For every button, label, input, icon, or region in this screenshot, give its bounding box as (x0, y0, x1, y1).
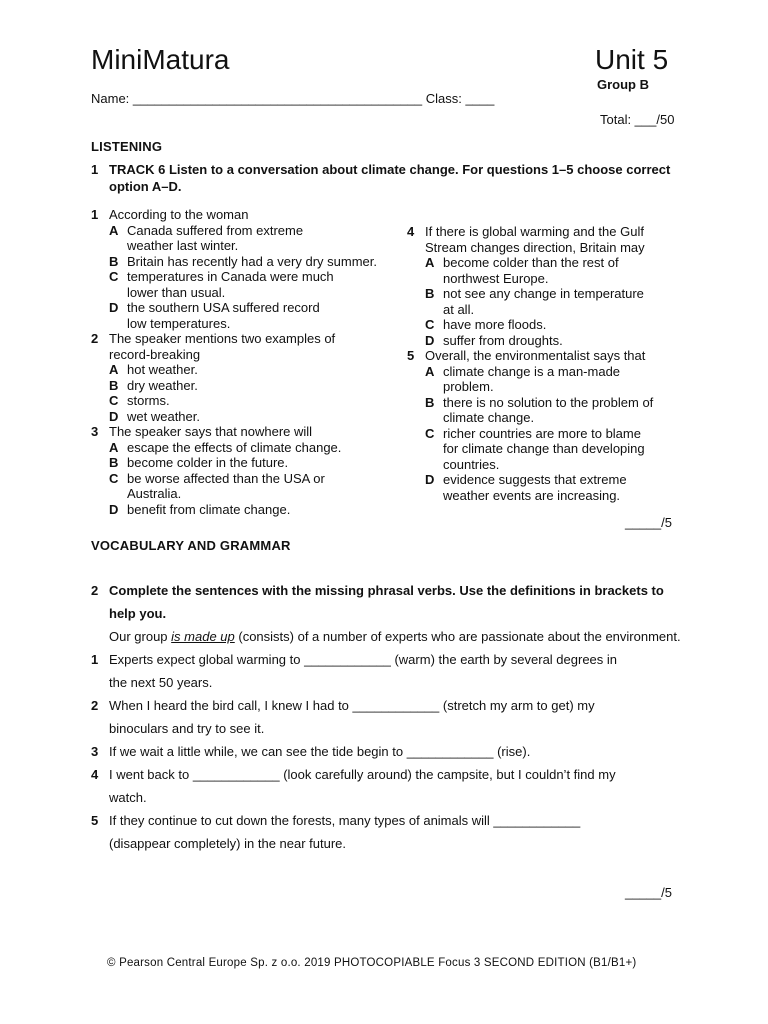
listening-questions-right (407, 224, 653, 503)
vocab-item-1 (91, 648, 681, 694)
option-c (407, 317, 653, 333)
example-answer: is made up (171, 629, 235, 644)
option-letter: D (109, 501, 119, 517)
option-c (91, 269, 377, 300)
option-letter: B (109, 253, 119, 269)
vocabulary-items (91, 648, 681, 855)
unit-title: Unit 5 (595, 44, 669, 75)
vocab-item-4 (91, 763, 681, 809)
option-d (407, 472, 653, 503)
option-d (91, 300, 377, 331)
question-text: According to the woman (109, 207, 249, 222)
option-letter: B (425, 286, 435, 301)
item-text: I went back to ____________ (look carefully around) the campsite, but I couldn’t find my watch. (109, 767, 616, 805)
question-text: Overall, the environmentalist says that (425, 348, 646, 363)
vocabulary-score: _____/5 (625, 885, 672, 900)
item-number: 3 (91, 744, 99, 759)
option-text: storms. (127, 393, 170, 408)
option-letter: D (109, 300, 119, 315)
item-number: 5 (91, 813, 99, 828)
item-text: If they continue to cut down the forests, many types of animals will ____________ (disappear completely) in the near future. (109, 813, 581, 851)
vocab-item-3 (91, 740, 681, 763)
option-b (407, 395, 653, 426)
option-letter: B (109, 455, 119, 470)
option-letter: B (109, 377, 119, 393)
option-letter: C (109, 269, 119, 284)
instruction-text: TRACK 6 Listen to a conversation about climate change. For questions 1–5 choose correct option A–D. (109, 162, 671, 194)
question-3 (91, 424, 377, 517)
option-b (91, 254, 377, 270)
option-text: have more floods. (443, 317, 547, 332)
question-text: The speaker mentions two examples of record-breaking (109, 331, 336, 362)
instruction-text: Complete the sentences with the missing phrasal verbs. Use the definitions in brackets to help you. (109, 583, 664, 621)
option-a (407, 255, 653, 286)
question-number: 4 (407, 224, 415, 239)
option-text: hot weather. (127, 362, 198, 377)
example-before: Our group (109, 629, 172, 644)
option-b (407, 286, 653, 317)
question-text: If there is global warming and the Gulf Stream changes direction, Britain may (425, 224, 645, 255)
option-b (91, 455, 377, 471)
option-text: Britain has recently had a very dry summer. (127, 253, 377, 269)
option-letter: D (425, 472, 435, 487)
vocab-item-2 (91, 694, 681, 740)
option-letter: C (425, 425, 435, 441)
option-letter: A (109, 362, 119, 377)
option-text: benefit from climate change. (127, 501, 291, 517)
listening-score: _____/5 (625, 515, 672, 530)
name-class-line: Name: ________________________________________ Class: ____ (91, 91, 495, 106)
worksheet-title: MiniMatura (91, 44, 230, 75)
option-text: be worse affected than the USA or Australia. (127, 470, 325, 501)
question-4 (407, 224, 653, 348)
listening-heading: LISTENING (91, 139, 163, 154)
question-number: 5 (407, 348, 415, 363)
option-text: the southern USA suffered record low temperatures. (127, 300, 320, 331)
question-number: 2 (91, 331, 99, 346)
option-a (91, 223, 377, 254)
item-number: 1 (91, 652, 99, 667)
option-a (407, 364, 653, 395)
item-text: When I heard the bird call, I knew I had to ____________ (stretch my arm to get) my binoculars and try to see it. (109, 698, 595, 736)
option-letter: A (425, 255, 435, 270)
option-text: escape the effects of climate change. (127, 439, 342, 455)
question-number: 1 (91, 207, 99, 222)
option-letter: A (109, 222, 119, 238)
option-text: climate change is a man-made problem. (443, 363, 621, 394)
question-1 (91, 207, 377, 331)
option-letter: C (109, 393, 119, 408)
option-letter: A (425, 363, 435, 379)
option-text: become colder in the future. (127, 455, 289, 470)
option-text: dry weather. (127, 377, 198, 393)
option-letter: C (425, 317, 435, 332)
item-text: If we wait a little while, we can see the tide begin to ____________ (rise). (109, 744, 531, 759)
option-c (407, 426, 653, 473)
total-score: Total: ___/50 (600, 112, 675, 127)
vocab-item-5 (91, 809, 681, 855)
question-number: 3 (91, 424, 99, 439)
option-d (91, 502, 377, 518)
option-c (91, 393, 377, 409)
footer-copyright: © Pearson Central Europe Sp. z o.o. 2019 PHOTOCOPIABLE Focus 3 SECOND EDITION (B1/B1+) (107, 957, 637, 969)
example-after: (consists) of a number of experts who are passionate about the environment. (234, 629, 681, 644)
item-number: 4 (91, 767, 99, 782)
option-text: temperatures in Canada were much lower than usual. (127, 269, 334, 300)
option-b (91, 378, 377, 394)
task-number: 1 (91, 162, 99, 177)
option-letter: D (109, 408, 119, 424)
option-c (91, 471, 377, 502)
option-d (91, 409, 377, 425)
listening-questions-left (91, 207, 377, 517)
option-text: suffer from droughts. (443, 332, 563, 348)
option-text: wet weather. (127, 408, 200, 424)
question-text: The speaker says that nowhere will (109, 424, 313, 439)
listening-instruction (91, 161, 681, 195)
option-letter: B (425, 394, 435, 410)
vocabulary-section (91, 579, 681, 855)
option-text: evidence suggests that extreme weather events are increasing. (443, 472, 627, 503)
option-text: there is no solution to the problem of climate change. (443, 394, 654, 425)
option-text: Canada suffered from extreme weather last winter. (127, 222, 304, 253)
vocabulary-heading: VOCABULARY AND GRAMMAR (91, 538, 291, 553)
option-letter: D (425, 332, 435, 348)
group-label: Group B (597, 77, 649, 92)
option-a (91, 362, 377, 378)
task-number: 2 (91, 583, 99, 598)
option-letter: C (109, 470, 119, 486)
option-a (91, 440, 377, 456)
option-d (407, 333, 653, 349)
item-number: 2 (91, 698, 99, 713)
option-text: richer countries are more to blame for climate change than developing countries. (443, 425, 645, 472)
item-text: Experts expect global warming to ____________ (warm) the earth by several degrees in the next 50 years. (109, 652, 618, 690)
option-text: not see any change in temperature at all. (443, 286, 644, 317)
option-text: become colder than the rest of northwest Europe. (443, 255, 619, 286)
example-sentence (91, 625, 681, 648)
question-5 (407, 348, 653, 503)
question-2 (91, 331, 377, 424)
option-letter: A (109, 439, 119, 455)
